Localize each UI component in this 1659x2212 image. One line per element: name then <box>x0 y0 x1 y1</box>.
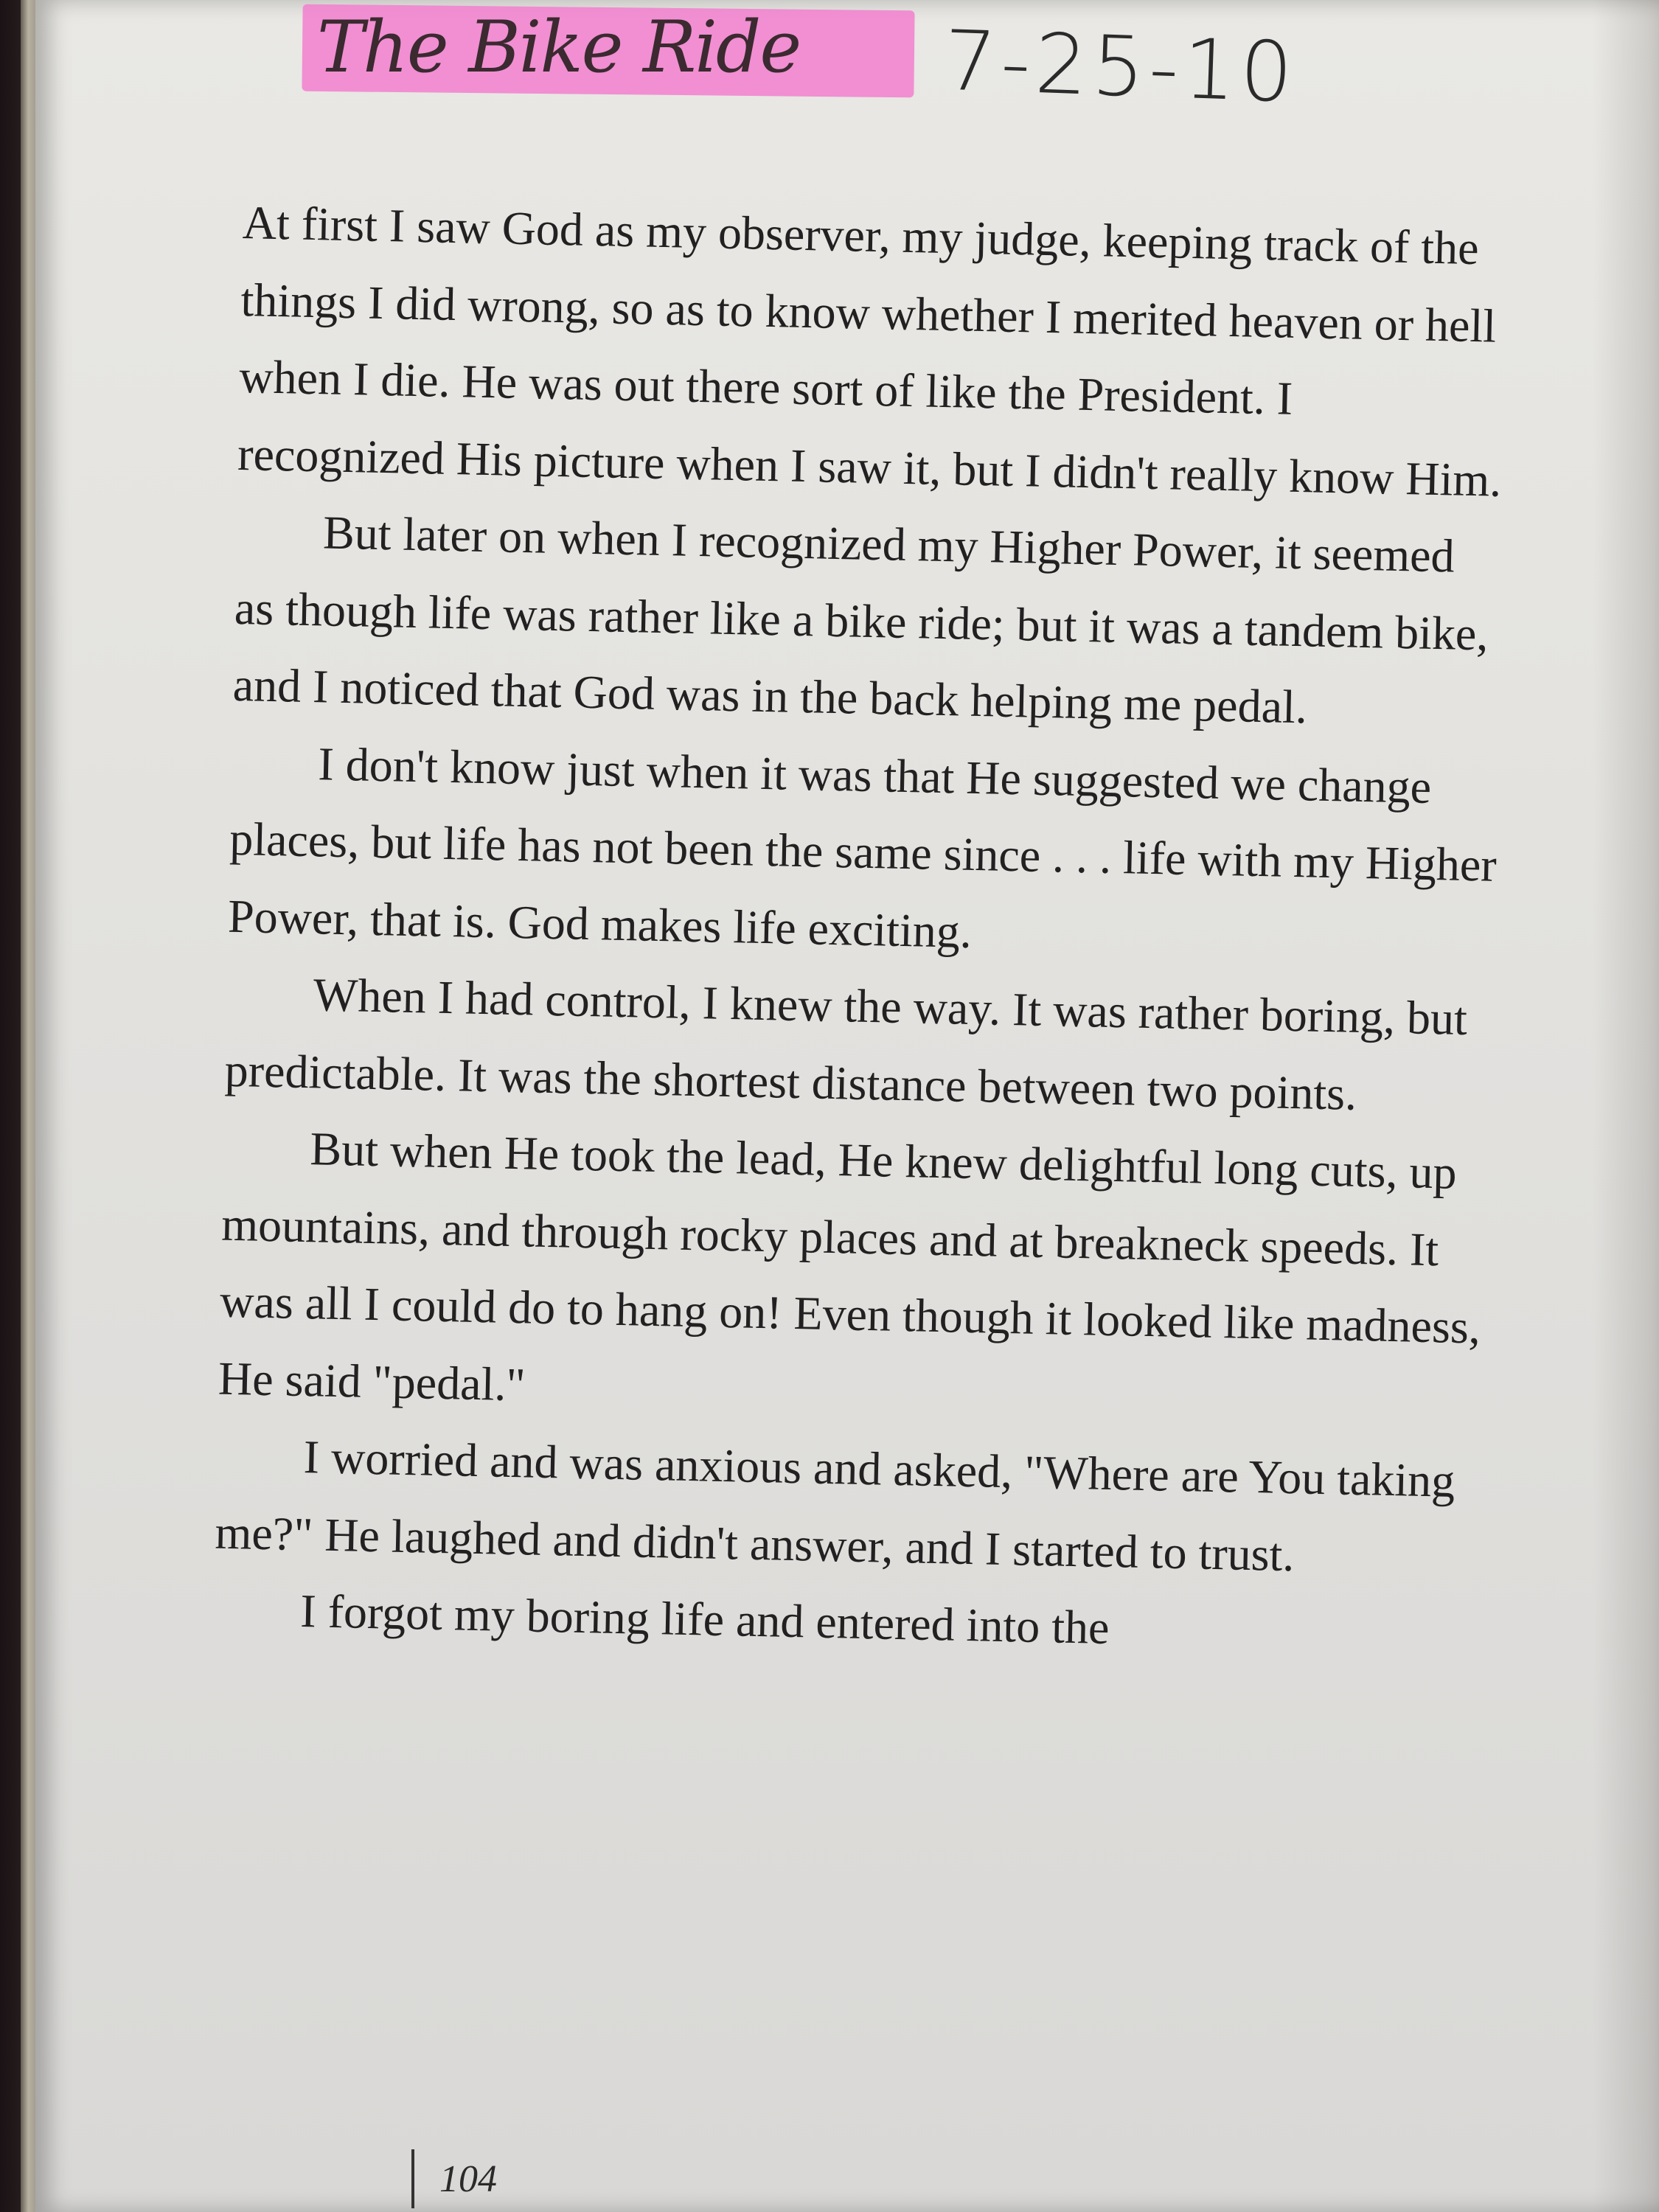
page-number: 104 <box>439 2157 497 2200</box>
paragraph-1: At first I saw God as my observer, my judge, keeping track of the things I did wrong, so as to know whether I merited heaven or hell when I die. He was out there sort of like the President. I recognized His picture when I saw it, but I didn't really know Him. <box>237 195 1502 507</box>
footer-rule <box>411 2149 414 2208</box>
paragraph-7: I forgot my boring life and entered into the <box>299 1585 1110 1655</box>
page-footer <box>411 2149 497 2208</box>
paragraph-4: When I had control, I knew the way. It was rather boring, but predictable. It was the shortest distance between two points. <box>224 968 1468 1120</box>
page-right-shadow <box>1593 0 1659 2212</box>
paragraph-5: But when He took the lead, He knew delightful long cuts, up mountains, and through rocky places and at breakneck speeds. It was all I could do to hang on! Even though it looked like madness, He said "pedal." <box>218 1122 1481 1411</box>
paragraph-2: But later on when I recognized my Higher Power, it seemed as though life was rather like a bike ride; but it was a tandem bike, and I noticed that God was in the back helping me pedal. <box>232 506 1489 734</box>
paragraph-6: I worried and was anxious and asked, "Where are You taking me?" He laughed and didn't answer, and I started to trust. <box>214 1430 1455 1581</box>
handwritten-date: 7-25-10 <box>942 13 1299 122</box>
paragraph-3: I don't know just when it was that He suggested we change places, but life has not been the same since . . . life with my Higher Power, that is. God makes life exciting. <box>227 737 1498 958</box>
body-text <box>212 184 1511 1674</box>
page-title: The Bike Ride <box>317 6 801 88</box>
